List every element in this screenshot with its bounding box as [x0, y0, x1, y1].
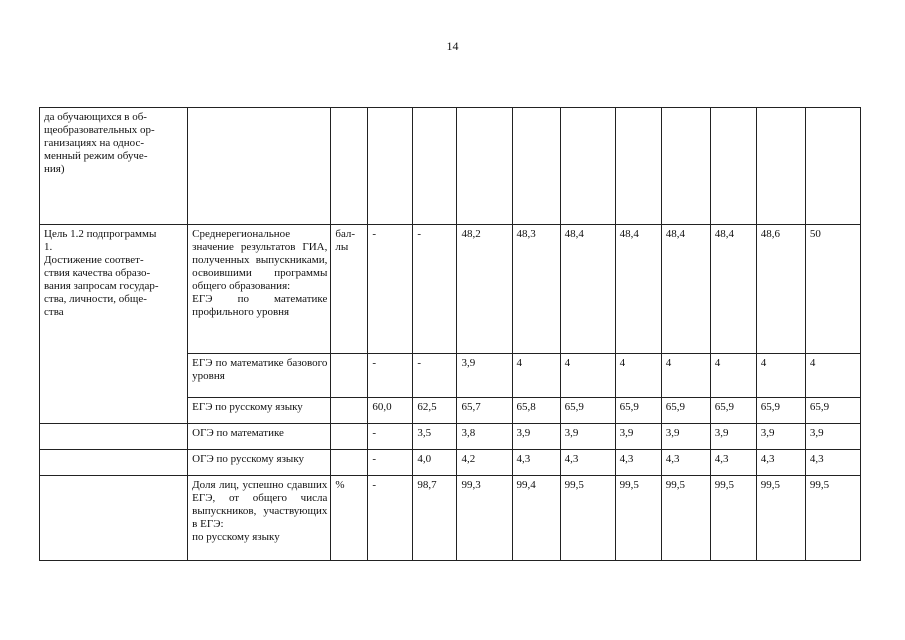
value-cell: 3,9 [615, 424, 661, 450]
table-row [40, 424, 861, 450]
goal-cell: да обучающихся в об- щеобразовательных ор- ганизациях на однос- менный режим обуче- ния) [40, 108, 188, 225]
value-cell: 60,0 [368, 398, 413, 424]
value-cell: 99,5 [710, 476, 756, 561]
value-cell: 62,5 [413, 398, 457, 424]
indicators-table [39, 107, 861, 561]
value-cell: 99,5 [615, 476, 661, 561]
unit-cell [331, 398, 368, 424]
value-cell: 50 [805, 225, 860, 354]
value-cell: 4,3 [661, 450, 710, 476]
value-cell [457, 108, 512, 225]
value-cell: 4 [710, 354, 756, 398]
value-cell: 3,9 [661, 424, 710, 450]
value-cell: 3,9 [710, 424, 756, 450]
value-cell: 4,3 [805, 450, 860, 476]
value-cell [615, 108, 661, 225]
table-row [40, 225, 861, 354]
unit-cell: бал- лы [331, 225, 368, 354]
unit-cell [331, 354, 368, 398]
value-cell [413, 108, 457, 225]
value-cell: 48,4 [710, 225, 756, 354]
value-cell: 48,4 [661, 225, 710, 354]
value-cell [560, 108, 615, 225]
value-cell: 4,3 [560, 450, 615, 476]
value-cell: 4 [615, 354, 661, 398]
value-cell: - [413, 354, 457, 398]
value-cell: 3,9 [560, 424, 615, 450]
value-cell: 65,9 [710, 398, 756, 424]
indicator-cell: ОГЭ по русскому языку [188, 450, 331, 476]
value-cell: 3,9 [457, 354, 512, 398]
value-cell: 3,9 [756, 424, 805, 450]
value-cell: 48,4 [615, 225, 661, 354]
value-cell: 4 [560, 354, 615, 398]
value-cell: 65,9 [805, 398, 860, 424]
value-cell: - [368, 476, 413, 561]
value-cell: - [368, 424, 413, 450]
value-cell: 4,3 [710, 450, 756, 476]
value-cell: 99,5 [560, 476, 615, 561]
value-cell: 4 [512, 354, 560, 398]
value-cell: - [368, 225, 413, 354]
value-cell: 99,5 [661, 476, 710, 561]
value-cell: 3,8 [457, 424, 512, 450]
value-cell [368, 108, 413, 225]
value-cell: - [368, 450, 413, 476]
goal-cell [40, 424, 188, 450]
page-number: 14 [446, 39, 459, 53]
value-cell: 99,4 [512, 476, 560, 561]
value-cell: - [368, 354, 413, 398]
value-cell: 4,2 [457, 450, 512, 476]
value-cell: 3,9 [512, 424, 560, 450]
value-cell: 4 [661, 354, 710, 398]
value-cell: 65,7 [457, 398, 512, 424]
value-cell: 4 [805, 354, 860, 398]
value-cell: 4 [756, 354, 805, 398]
indicator-cell: Среднерегиональное значение результатов ГИА, полученных выпускниками, освоившими программы общего образования: ЕГЭ по математике профильного уровня [188, 225, 331, 354]
value-cell: 65,9 [661, 398, 710, 424]
value-cell: 65,9 [560, 398, 615, 424]
unit-cell [331, 424, 368, 450]
value-cell: 3,5 [413, 424, 457, 450]
value-cell: 99,5 [805, 476, 860, 561]
value-cell [512, 108, 560, 225]
indicator-cell: Доля лиц, успешно сдавших ЕГЭ, от общего числа выпускников, участвующих в ЕГЭ: по русскому языку [188, 476, 331, 561]
value-cell: 48,3 [512, 225, 560, 354]
goal-cell: Цель 1.2 подпрограммы 1. Достижение соответ- ствия качества образо- вания запросам государ- ства, личности, обще- ства [40, 225, 188, 424]
table-row [40, 108, 861, 225]
value-cell: 65,9 [756, 398, 805, 424]
value-cell: 99,5 [756, 476, 805, 561]
value-cell: 48,4 [560, 225, 615, 354]
indicator-cell: ЕГЭ по математике базового уровня [188, 354, 331, 398]
value-cell: 48,2 [457, 225, 512, 354]
value-cell [805, 108, 860, 225]
value-cell: 65,9 [615, 398, 661, 424]
table-row [40, 450, 861, 476]
table-row [40, 476, 861, 561]
goal-cell [40, 450, 188, 476]
indicator-cell: ЕГЭ по русскому языку [188, 398, 331, 424]
value-cell: 4,3 [756, 450, 805, 476]
unit-cell [331, 108, 368, 225]
value-cell: 4,3 [512, 450, 560, 476]
value-cell: 65,8 [512, 398, 560, 424]
value-cell: 98,7 [413, 476, 457, 561]
value-cell [756, 108, 805, 225]
indicator-cell: ОГЭ по математике [188, 424, 331, 450]
value-cell: 48,6 [756, 225, 805, 354]
value-cell [710, 108, 756, 225]
value-cell: 4,0 [413, 450, 457, 476]
value-cell: 3,9 [805, 424, 860, 450]
value-cell: - [413, 225, 457, 354]
value-cell: 99,3 [457, 476, 512, 561]
unit-cell [331, 450, 368, 476]
unit-cell: % [331, 476, 368, 561]
value-cell [661, 108, 710, 225]
indicator-cell [188, 108, 331, 225]
value-cell: 4,3 [615, 450, 661, 476]
goal-cell [40, 476, 188, 561]
